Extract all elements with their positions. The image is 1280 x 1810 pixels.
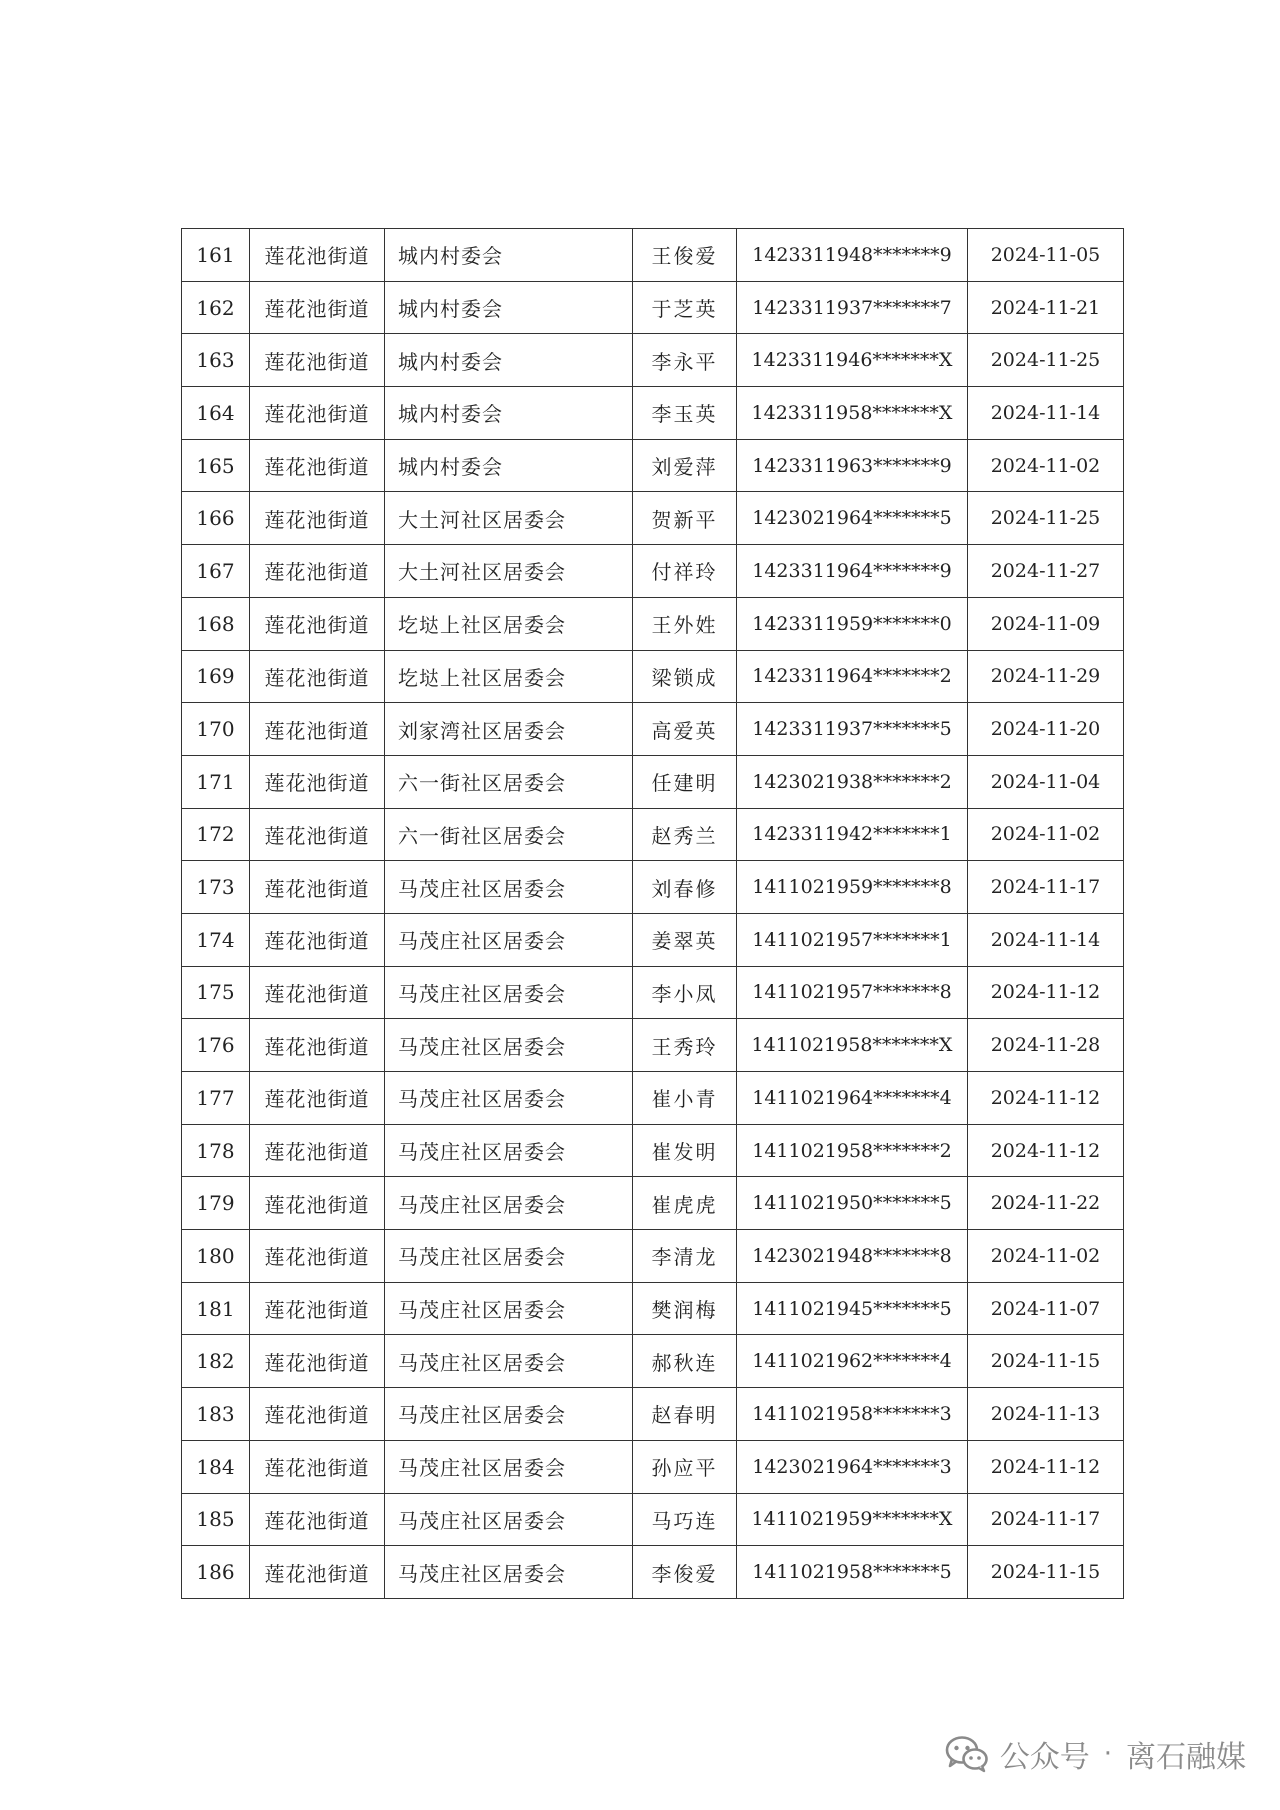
table-row xyxy=(182,1019,1124,1072)
cell-date: 2024-11-09 xyxy=(968,597,1124,650)
cell-committee: 城内村委会 xyxy=(385,229,633,282)
cell-street: 莲花池街道 xyxy=(250,1177,385,1230)
cell-date: 2024-11-12 xyxy=(968,1124,1124,1177)
cell-name: 刘爱萍 xyxy=(633,439,737,492)
cell-id-number: 1411021959*******8 xyxy=(737,861,968,914)
table-row xyxy=(182,755,1124,808)
cell-seq: 180 xyxy=(182,1230,250,1283)
watermark-separator: · xyxy=(1103,1739,1112,1769)
cell-name: 李永平 xyxy=(633,334,737,387)
cell-committee: 马茂庄社区居委会 xyxy=(385,913,633,966)
cell-committee: 马茂庄社区居委会 xyxy=(385,1440,633,1493)
cell-committee: 马茂庄社区居委会 xyxy=(385,1546,633,1599)
cell-street: 莲花池街道 xyxy=(250,703,385,756)
cell-name: 于芝英 xyxy=(633,281,737,334)
cell-name: 王外姓 xyxy=(633,597,737,650)
cell-seq: 161 xyxy=(182,229,250,282)
cell-street: 莲花池街道 xyxy=(250,334,385,387)
cell-id-number: 1411021962*******4 xyxy=(737,1335,968,1388)
cell-id-number: 1411021964*******4 xyxy=(737,1072,968,1125)
cell-date: 2024-11-14 xyxy=(968,913,1124,966)
watermark-prefix: 公众号 xyxy=(999,1740,1090,1775)
cell-street: 莲花池街道 xyxy=(250,1388,385,1441)
cell-name: 李俊爱 xyxy=(633,1546,737,1599)
cell-name: 赵春明 xyxy=(633,1388,737,1441)
cell-id-number: 1423311946*******X xyxy=(737,334,968,387)
cell-seq: 186 xyxy=(182,1546,250,1599)
cell-id-number: 1423021938*******2 xyxy=(737,755,968,808)
cell-id-number: 1423311959*******0 xyxy=(737,597,968,650)
table-row xyxy=(182,703,1124,756)
table-row xyxy=(182,650,1124,703)
cell-committee: 大土河社区居委会 xyxy=(385,492,633,545)
table-row xyxy=(182,1440,1124,1493)
cell-committee: 刘家湾社区居委会 xyxy=(385,703,633,756)
cell-date: 2024-11-25 xyxy=(968,334,1124,387)
cell-name: 郝秋连 xyxy=(633,1335,737,1388)
cell-date: 2024-11-17 xyxy=(968,861,1124,914)
cell-name: 李清龙 xyxy=(633,1230,737,1283)
cell-seq: 183 xyxy=(182,1388,250,1441)
cell-id-number: 1423021964*******3 xyxy=(737,1440,968,1493)
cell-street: 莲花池街道 xyxy=(250,229,385,282)
cell-seq: 163 xyxy=(182,334,250,387)
cell-committee: 马茂庄社区居委会 xyxy=(385,1335,633,1388)
cell-street: 莲花池街道 xyxy=(250,545,385,598)
cell-name: 王俊爱 xyxy=(633,229,737,282)
wechat-icon xyxy=(944,1734,990,1774)
cell-name: 梁锁成 xyxy=(633,650,737,703)
cell-committee: 马茂庄社区居委会 xyxy=(385,1019,633,1072)
wechat-watermark xyxy=(944,1732,1246,1776)
cell-name: 樊润梅 xyxy=(633,1282,737,1335)
cell-street: 莲花池街道 xyxy=(250,1230,385,1283)
cell-seq: 169 xyxy=(182,650,250,703)
table-row xyxy=(182,334,1124,387)
cell-id-number: 1411021957*******8 xyxy=(737,966,968,1019)
cell-street: 莲花池街道 xyxy=(250,808,385,861)
cell-date: 2024-11-04 xyxy=(968,755,1124,808)
watermark-account: 离石融媒 xyxy=(1126,1740,1246,1775)
cell-seq: 164 xyxy=(182,387,250,440)
cell-id-number: 1423311937*******7 xyxy=(737,281,968,334)
cell-date: 2024-11-21 xyxy=(968,281,1124,334)
cell-id-number: 1411021945*******5 xyxy=(737,1282,968,1335)
cell-id-number: 1423311942*******1 xyxy=(737,808,968,861)
cell-committee: 大土河社区居委会 xyxy=(385,545,633,598)
table-row xyxy=(182,439,1124,492)
cell-seq: 168 xyxy=(182,597,250,650)
cell-name: 刘春修 xyxy=(633,861,737,914)
table-row xyxy=(182,1388,1124,1441)
cell-id-number: 1423311964*******9 xyxy=(737,545,968,598)
cell-seq: 170 xyxy=(182,703,250,756)
cell-date: 2024-11-02 xyxy=(968,439,1124,492)
cell-name: 崔小青 xyxy=(633,1072,737,1125)
cell-committee: 城内村委会 xyxy=(385,281,633,334)
cell-committee: 马茂庄社区居委会 xyxy=(385,861,633,914)
cell-seq: 184 xyxy=(182,1440,250,1493)
cell-id-number: 1423021964*******5 xyxy=(737,492,968,545)
cell-committee: 马茂庄社区居委会 xyxy=(385,1388,633,1441)
cell-date: 2024-11-15 xyxy=(968,1335,1124,1388)
cell-date: 2024-11-27 xyxy=(968,545,1124,598)
table-row xyxy=(182,808,1124,861)
cell-id-number: 1411021958*******5 xyxy=(737,1546,968,1599)
cell-date: 2024-11-12 xyxy=(968,1440,1124,1493)
cell-seq: 165 xyxy=(182,439,250,492)
table-row xyxy=(182,913,1124,966)
table-row xyxy=(182,1493,1124,1546)
cell-name: 付祥玲 xyxy=(633,545,737,598)
cell-street: 莲花池街道 xyxy=(250,966,385,1019)
cell-street: 莲花池街道 xyxy=(250,1546,385,1599)
cell-date: 2024-11-05 xyxy=(968,229,1124,282)
cell-date: 2024-11-20 xyxy=(968,703,1124,756)
cell-street: 莲花池街道 xyxy=(250,492,385,545)
cell-seq: 175 xyxy=(182,966,250,1019)
table-row xyxy=(182,545,1124,598)
cell-id-number: 1423311964*******2 xyxy=(737,650,968,703)
cell-seq: 177 xyxy=(182,1072,250,1125)
cell-id-number: 1411021950*******5 xyxy=(737,1177,968,1230)
cell-seq: 172 xyxy=(182,808,250,861)
table-row xyxy=(182,1230,1124,1283)
cell-id-number: 1423311958*******X xyxy=(737,387,968,440)
table-row xyxy=(182,1282,1124,1335)
cell-street: 莲花池街道 xyxy=(250,281,385,334)
cell-name: 崔虎虎 xyxy=(633,1177,737,1230)
cell-seq: 178 xyxy=(182,1124,250,1177)
cell-id-number: 1411021958*******3 xyxy=(737,1388,968,1441)
cell-street: 莲花池街道 xyxy=(250,1019,385,1072)
cell-id-number: 1423311948*******9 xyxy=(737,229,968,282)
cell-date: 2024-11-14 xyxy=(968,387,1124,440)
table-row xyxy=(182,597,1124,650)
cell-seq: 176 xyxy=(182,1019,250,1072)
cell-date: 2024-11-02 xyxy=(968,1230,1124,1283)
cell-name: 贺新平 xyxy=(633,492,737,545)
table-row xyxy=(182,1546,1124,1599)
table-row xyxy=(182,281,1124,334)
cell-date: 2024-11-02 xyxy=(968,808,1124,861)
cell-date: 2024-11-13 xyxy=(968,1388,1124,1441)
cell-seq: 162 xyxy=(182,281,250,334)
cell-committee: 马茂庄社区居委会 xyxy=(385,1282,633,1335)
cell-seq: 166 xyxy=(182,492,250,545)
cell-date: 2024-11-12 xyxy=(968,1072,1124,1125)
cell-committee: 城内村委会 xyxy=(385,334,633,387)
cell-committee: 圪垯上社区居委会 xyxy=(385,650,633,703)
cell-street: 莲花池街道 xyxy=(250,439,385,492)
table-row xyxy=(182,861,1124,914)
cell-seq: 182 xyxy=(182,1335,250,1388)
cell-committee: 六一街社区居委会 xyxy=(385,755,633,808)
cell-street: 莲花池街道 xyxy=(250,913,385,966)
cell-name: 任建明 xyxy=(633,755,737,808)
cell-name: 崔发明 xyxy=(633,1124,737,1177)
cell-street: 莲花池街道 xyxy=(250,1072,385,1125)
cell-name: 李玉英 xyxy=(633,387,737,440)
table-row xyxy=(182,1124,1124,1177)
cell-seq: 185 xyxy=(182,1493,250,1546)
cell-id-number: 1411021958*******X xyxy=(737,1019,968,1072)
cell-seq: 174 xyxy=(182,913,250,966)
cell-street: 莲花池街道 xyxy=(250,861,385,914)
table-row xyxy=(182,1072,1124,1125)
table-row xyxy=(182,1335,1124,1388)
cell-street: 莲花池街道 xyxy=(250,387,385,440)
cell-name: 李小凤 xyxy=(633,966,737,1019)
cell-name: 姜翠英 xyxy=(633,913,737,966)
cell-name: 马巧连 xyxy=(633,1493,737,1546)
cell-committee: 马茂庄社区居委会 xyxy=(385,1230,633,1283)
cell-name: 赵秀兰 xyxy=(633,808,737,861)
table-row xyxy=(182,387,1124,440)
cell-committee: 马茂庄社区居委会 xyxy=(385,966,633,1019)
cell-date: 2024-11-15 xyxy=(968,1546,1124,1599)
cell-street: 莲花池街道 xyxy=(250,1282,385,1335)
roster-table-body xyxy=(182,229,1124,1599)
cell-committee: 城内村委会 xyxy=(385,439,633,492)
cell-committee: 马茂庄社区居委会 xyxy=(385,1124,633,1177)
table-row xyxy=(182,229,1124,282)
cell-id-number: 1423311963*******9 xyxy=(737,439,968,492)
cell-date: 2024-11-22 xyxy=(968,1177,1124,1230)
cell-street: 莲花池街道 xyxy=(250,650,385,703)
cell-committee: 马茂庄社区居委会 xyxy=(385,1072,633,1125)
cell-id-number: 1411021959*******X xyxy=(737,1493,968,1546)
cell-street: 莲花池街道 xyxy=(250,755,385,808)
cell-seq: 173 xyxy=(182,861,250,914)
cell-seq: 171 xyxy=(182,755,250,808)
cell-committee: 圪垯上社区居委会 xyxy=(385,597,633,650)
cell-date: 2024-11-29 xyxy=(968,650,1124,703)
table-row xyxy=(182,492,1124,545)
roster-table xyxy=(181,228,1124,1599)
cell-committee: 六一街社区居委会 xyxy=(385,808,633,861)
cell-name: 王秀玲 xyxy=(633,1019,737,1072)
cell-id-number: 1423021948*******8 xyxy=(737,1230,968,1283)
cell-street: 莲花池街道 xyxy=(250,1124,385,1177)
cell-date: 2024-11-17 xyxy=(968,1493,1124,1546)
cell-seq: 179 xyxy=(182,1177,250,1230)
cell-id-number: 1411021957*******1 xyxy=(737,913,968,966)
cell-committee: 城内村委会 xyxy=(385,387,633,440)
cell-id-number: 1411021958*******2 xyxy=(737,1124,968,1177)
cell-seq: 181 xyxy=(182,1282,250,1335)
cell-seq: 167 xyxy=(182,545,250,598)
table-row xyxy=(182,1177,1124,1230)
cell-id-number: 1423311937*******5 xyxy=(737,703,968,756)
cell-street: 莲花池街道 xyxy=(250,597,385,650)
cell-committee: 马茂庄社区居委会 xyxy=(385,1493,633,1546)
cell-committee: 马茂庄社区居委会 xyxy=(385,1177,633,1230)
cell-street: 莲花池街道 xyxy=(250,1335,385,1388)
cell-street: 莲花池街道 xyxy=(250,1440,385,1493)
cell-date: 2024-11-25 xyxy=(968,492,1124,545)
cell-street: 莲花池街道 xyxy=(250,1493,385,1546)
cell-name: 高爱英 xyxy=(633,703,737,756)
cell-date: 2024-11-28 xyxy=(968,1019,1124,1072)
cell-date: 2024-11-07 xyxy=(968,1282,1124,1335)
cell-name: 孙应平 xyxy=(633,1440,737,1493)
table-row xyxy=(182,966,1124,1019)
cell-date: 2024-11-12 xyxy=(968,966,1124,1019)
